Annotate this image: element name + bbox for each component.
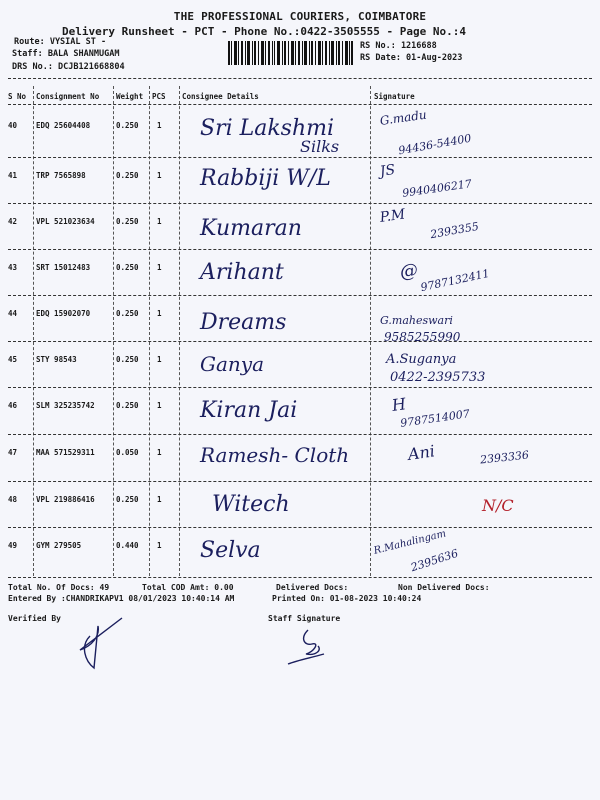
table-row xyxy=(0,107,600,158)
row-signature: P.M xyxy=(378,206,407,226)
table-row xyxy=(0,298,600,344)
row-consignment: EDQ 25604408 xyxy=(36,121,91,130)
row-signature-phone: 9787132411 xyxy=(419,266,491,295)
row-divider xyxy=(8,527,592,528)
row-consignment: STY 98543 xyxy=(36,355,77,364)
row-consignee: Witech xyxy=(212,492,290,517)
table-row xyxy=(0,206,600,252)
company-title: THE PROFESSIONAL COURIERS, COIMBATORE xyxy=(173,10,427,23)
row-signature: Ani xyxy=(406,441,437,464)
row-weight: 0.250 xyxy=(116,309,139,318)
row-weight: 0.250 xyxy=(116,355,139,364)
row-consignee: Rabbiji W/L xyxy=(200,166,331,191)
total-cod-amount: Total COD Amt: 0.00 xyxy=(142,583,234,592)
row-consignment: EDQ 15902070 xyxy=(36,309,91,318)
row-sno: 43 xyxy=(8,263,18,272)
row-consignment: MAA 571529311 xyxy=(36,448,95,457)
row-consignee: Kiran Jai xyxy=(200,398,298,423)
row-consignee: Kumaran xyxy=(200,216,302,241)
row-divider xyxy=(8,295,592,296)
barcode-image xyxy=(228,41,353,65)
row-pcs: 1 xyxy=(157,263,162,272)
row-sno: 41 xyxy=(8,171,18,180)
row-divider xyxy=(8,157,592,158)
row-consignment: TRP 7565898 xyxy=(36,171,86,180)
rs-date: RS Date: 01-Aug-2023 xyxy=(360,53,463,63)
row-divider xyxy=(8,387,592,388)
col-header-consignment: Consignment No xyxy=(36,92,100,101)
verified-by-label: Verified By xyxy=(8,614,61,623)
staff-signature-label: Staff Signature xyxy=(268,614,341,623)
row-signature-phone: 2395636 xyxy=(409,546,460,575)
row-consignee: Arihant xyxy=(200,260,284,285)
entered-by: Entered By :CHANDRIKAPV1 08/01/2023 10:40:14 AM xyxy=(8,594,235,603)
row-consignee: Ramesh- Cloth xyxy=(200,443,350,467)
row-consignment: VPL 219886416 xyxy=(36,495,95,504)
table-row xyxy=(0,344,600,390)
row-signature-phone: 2393355 xyxy=(429,219,480,242)
row-consignee: Selva xyxy=(200,538,261,563)
col-header-weight: Weight xyxy=(116,92,144,101)
row-signature: @ xyxy=(398,259,420,283)
col-header-consignee: Consignee Details xyxy=(182,92,259,101)
row-weight: 0.250 xyxy=(116,495,139,504)
staff-signature-scribble xyxy=(278,624,338,670)
row-signature: N/C xyxy=(482,496,514,515)
row-divider xyxy=(8,203,592,204)
staff-line: Staff: BALA SHANMUGAM xyxy=(12,49,120,59)
row-weight: 0.250 xyxy=(116,121,139,130)
row-consignment: SLM 325235742 xyxy=(36,401,95,410)
col-header-signature: Signature xyxy=(374,92,415,101)
row-signature: A.Suganya xyxy=(386,352,457,367)
row-pcs: 1 xyxy=(157,495,162,504)
drs-number: DRS No.: DCJB121668804 xyxy=(12,62,125,72)
row-consignment: GYM 279505 xyxy=(36,541,82,550)
col-header-sno: S No xyxy=(8,92,27,101)
row-consignment: VPL 521023634 xyxy=(36,217,95,226)
verifier-signature-scribble xyxy=(60,606,140,672)
row-sno: 44 xyxy=(8,309,18,318)
row-weight: 0.250 xyxy=(116,171,139,180)
table-bottom-divider xyxy=(8,577,592,578)
row-pcs: 1 xyxy=(157,541,162,550)
row-consignee: Dreams xyxy=(200,310,287,335)
row-sno: 47 xyxy=(8,448,18,457)
row-signature-phone: 9585255990 xyxy=(384,330,461,344)
row-consignment: SRT 15012483 xyxy=(36,263,91,272)
table-row xyxy=(0,484,600,530)
row-signature-phone: 2393336 xyxy=(479,448,530,467)
row-sno: 45 xyxy=(8,355,18,364)
row-divider xyxy=(8,434,592,435)
runsheet-title: Delivery Runsheet - PCT - Phone No.:0422-3505555 - Page No.:4 xyxy=(62,25,466,38)
row-pcs: 1 xyxy=(157,355,162,364)
row-pcs: 1 xyxy=(157,217,162,226)
row-pcs: 1 xyxy=(157,401,162,410)
row-signature: H xyxy=(390,394,408,415)
table-row xyxy=(0,530,600,576)
row-signature-phone: 9940406217 xyxy=(401,177,473,200)
printed-on: Printed On: 01-08-2023 10:40:24 xyxy=(272,594,422,603)
delivered-docs: Delivered Docs: xyxy=(276,583,349,592)
row-divider xyxy=(8,249,592,250)
header-divider-bottom xyxy=(8,104,592,105)
col-header-pcs: PCS xyxy=(152,92,166,101)
rs-number: RS No.: 1216688 xyxy=(360,41,437,51)
row-weight: 0.250 xyxy=(116,263,139,272)
row-signature: G.madu xyxy=(379,107,428,128)
row-signature: G.maheswari xyxy=(380,314,453,327)
row-pcs: 1 xyxy=(157,121,162,130)
header-divider-top xyxy=(8,78,592,79)
row-pcs: 1 xyxy=(157,448,162,457)
row-consignee-line2: Silks xyxy=(300,137,340,156)
table-row xyxy=(0,252,600,298)
row-signature-phone: 9787514007 xyxy=(399,407,471,430)
row-weight: 0.440 xyxy=(116,541,139,550)
total-docs: Total No. Of Docs: 49 xyxy=(8,583,110,592)
row-signature: R.Mahalingam xyxy=(372,528,448,557)
row-sno: 48 xyxy=(8,495,18,504)
row-consignee: Sri Lakshmi xyxy=(200,116,335,141)
row-signature-phone: 0422-2395733 xyxy=(390,370,486,385)
row-signature-phone: 94436-54400 xyxy=(397,131,473,158)
row-weight: 0.250 xyxy=(116,217,139,226)
route-line: Route: VYSIAL ST - xyxy=(14,37,107,47)
row-consignee: Ganya xyxy=(200,352,265,376)
row-sno: 49 xyxy=(8,541,18,550)
row-divider xyxy=(8,341,592,342)
row-pcs: 1 xyxy=(157,309,162,318)
row-weight: 0.050 xyxy=(116,448,139,457)
row-pcs: 1 xyxy=(157,171,162,180)
row-weight: 0.250 xyxy=(116,401,139,410)
row-sno: 42 xyxy=(8,217,18,226)
table-row xyxy=(0,390,600,436)
row-sno: 40 xyxy=(8,121,18,130)
table-row xyxy=(0,160,600,206)
non-delivered-docs: Non Delivered Docs: xyxy=(398,583,490,592)
table-row xyxy=(0,437,600,483)
row-divider xyxy=(8,481,592,482)
row-signature: JS xyxy=(378,161,397,180)
row-sno: 46 xyxy=(8,401,18,410)
